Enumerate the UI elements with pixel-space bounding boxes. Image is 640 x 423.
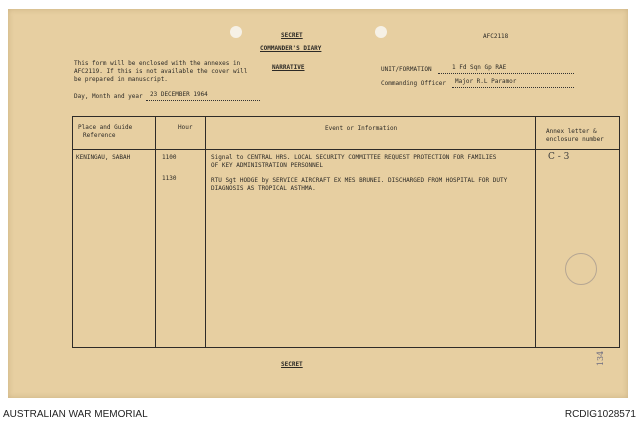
entry-annex: C - 3	[548, 152, 570, 162]
classification-top: SECRET	[281, 32, 303, 39]
unit-dotted-line	[438, 73, 574, 74]
form-number: AFC2118	[483, 33, 509, 40]
footer-record-id: RCDIG1028571	[564, 409, 636, 420]
header-hour: Hour	[178, 124, 193, 131]
classification-bottom: SECRET	[281, 361, 303, 368]
column-divider-place	[155, 116, 156, 347]
entry-hour: 1130	[162, 175, 177, 182]
faint-stamp	[565, 253, 597, 285]
entry-hour: 1100	[162, 154, 177, 161]
footer-archive-name: AUSTRALIAN WAR MEMORIAL	[3, 409, 148, 420]
entry-line: Signal to CENTRAL HRS. LOCAL SECURITY COMMITTEE REQUEST PROTECTION FOR FAMILIES	[211, 154, 497, 161]
entry-line: RTU Sgt HODGE by SERVICE AIRCRAFT EX MES BRUNEI. DISCHARGED FROM HOSPITAL FOR DUTY	[211, 177, 508, 184]
co-dotted-line	[452, 87, 574, 88]
instruction-line-3: be prepared in manuscript.	[74, 76, 168, 83]
header-annex-line-2: enclosure number	[546, 136, 604, 143]
header-event: Event or Information	[325, 125, 398, 132]
header-annex-line-1: Annex letter &	[546, 128, 597, 135]
date-dotted-line	[146, 100, 260, 101]
column-divider-event	[535, 116, 536, 347]
entry-line: OF KEY ADMINISTRATION PERSONNEL	[211, 162, 323, 169]
date-label: Day, Month and year	[74, 93, 143, 100]
entry-line: DIAGNOSIS AS TROPICAL ASTHMA.	[211, 185, 316, 192]
instruction-line-2: AFC2119. If this is not available the cover will	[74, 68, 248, 75]
co-label: Commanding Officer	[381, 80, 447, 87]
punch-hole-left	[230, 26, 242, 38]
column-divider-hour	[205, 116, 206, 347]
header-place-line-2: Reference	[83, 132, 116, 139]
date-value: 23 DECEMBER 1964	[150, 91, 208, 98]
unit-value: 1 Fd Sqn Gp RAE	[452, 64, 507, 71]
unit-label: UNIT/FORMATION	[381, 66, 432, 73]
co-value: Major R.L Paramor	[455, 78, 517, 85]
margin-page-number: 134	[596, 350, 606, 367]
diary-title: COMMANDER'S DIARY	[260, 45, 322, 52]
instruction-line-1: This form will be enclosed with the annexes in	[74, 60, 241, 67]
header-place-line-1: Place and Guide	[78, 124, 133, 131]
punch-hole-right	[375, 26, 387, 38]
place-value: KENINGAU, SABAH	[76, 154, 131, 161]
narrative-label: NARRATIVE	[272, 64, 305, 71]
